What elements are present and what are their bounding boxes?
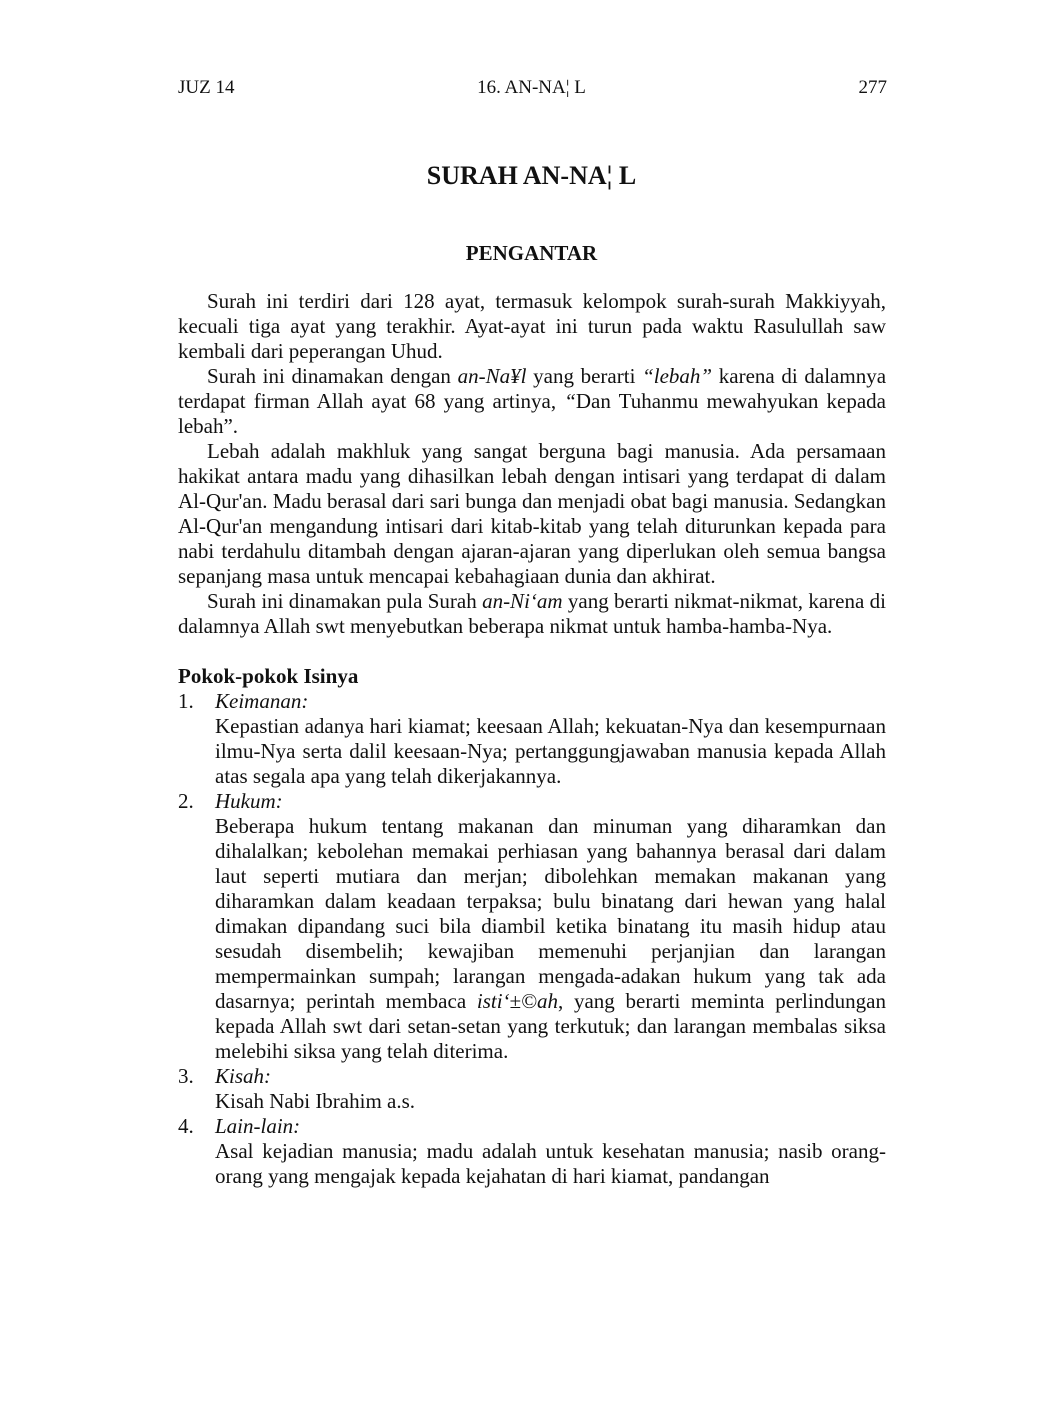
list-item-text xyxy=(215,814,886,1064)
term-lebah: “lebah” xyxy=(642,364,713,388)
term-istiazah: isti‘±©ah xyxy=(476,989,559,1013)
paragraph-2-part: yang berarti xyxy=(526,364,643,388)
paragraph-1: Surah ini terdiri dari 128 ayat, termasuk kelompok surah-surah Makkiyyah, kecuali tiga ayat yang terakhir. Ayat-ayat ini turun pada waktu Rasulullah saw kembali dari peperangan Uhud. xyxy=(178,289,886,363)
list-item-hukum xyxy=(178,789,886,1064)
open-quote: “ xyxy=(564,389,576,413)
list-item-label: Hukum: xyxy=(215,789,283,813)
list-item-text-part: Beberapa hukum tentang makanan dan minuman yang diharamkan dan dihalalkan; kebolehan memakai perhiasan yang bahannya berasal dari dalam laut seperti mutiara dan merjan; dibolehkan memakan makanan yang diharamkan dalam keadaan terpaksa; bulu binatang dari hewan yang halal dimakan dipandang suci bila diambil ketika binatang itu masih hidup atau sesudah disembelih; kewajiban memenuhi perjanjian dan larangan mempermainkan sumpah; larangan mengada-adakan hukum yang tak ada dasarnya; perintah membaca xyxy=(215,814,886,1013)
list-item-label: Kisah: xyxy=(215,1064,272,1088)
list-number: 1. xyxy=(178,689,194,713)
list-item-text-part: , yang berarti meminta perlindungan kepada Allah swt dari setan-setan yang terkutuk; dan larangan membalas siksa melebihi siksa yang telah diterima. xyxy=(215,989,887,1063)
list-item-text: Asal kejadian manusia; madu adalah untuk kesehatan manusia; nasib orang-orang yang mengajak kepada kejahatan di hari kiamat, pandangan xyxy=(215,1139,886,1188)
list-item-kisah xyxy=(178,1064,886,1114)
paragraph-2-part: karena di dalamnya terdapat firman Allah ayat 68 yang artinya, xyxy=(178,364,887,413)
list-item-keimanan xyxy=(178,689,886,789)
paragraph-2 xyxy=(178,364,886,439)
running-header-surah: 16. AN-NA¦ L xyxy=(477,77,586,98)
paragraph-4-part: yang berarti nikmat-nikmat, karena di dalamnya Allah swt menyebutkan beberapa nikmat untuk hamba-hamba-Nya. xyxy=(178,589,886,638)
list-number: 3. xyxy=(178,1064,194,1088)
body-text xyxy=(178,289,886,1189)
running-header-juz: JUZ 14 xyxy=(178,77,235,98)
list-item-label: Keimanan: xyxy=(215,689,309,713)
list-item-text: Kepastian adanya hari kiamat; keesaan Allah; kekuatan-Nya dan kesempurnaan ilmu-Nya serta dalil keesaan-Nya; pertanggungjawaban manusia kepada Allah atas segala apa yang telah dikerjakannya. xyxy=(215,714,886,788)
term-an-nahl: an-Na¥l xyxy=(457,364,527,388)
paragraph-4-part: Surah ini dinamakan pula Surah xyxy=(207,589,483,613)
list-number: 4. xyxy=(178,1114,194,1138)
list-item-label: Lain-lain: xyxy=(215,1114,301,1138)
paragraph-4 xyxy=(178,589,886,639)
paragraph-2-part: Surah ini dinamakan dengan xyxy=(207,364,458,388)
paragraph-2-part: Dan Tuhanmu mewahyukan kepada lebah”. xyxy=(178,389,886,438)
list-item-lain-lain xyxy=(178,1114,886,1189)
section-heading-pokok-isi: Pokok-pokok Isinya xyxy=(178,664,359,688)
surah-title: SURAH AN-NA¦ L xyxy=(426,161,637,190)
term-an-niam: an-Ni‘am xyxy=(482,589,563,613)
list-number: 2. xyxy=(178,789,194,813)
page-number: 277 xyxy=(858,77,887,98)
list-item-text: Kisah Nabi Ibrahim a.s. xyxy=(215,1089,416,1113)
paragraph-3: Lebah adalah makhluk yang sangat berguna bagi manusia. Ada persamaan hakikat antara madu yang dihasilkan lebah dengan intisari yang terdapat di dalam Al-Qur'an. Madu berasal dari sari bunga dan menjadi obat bagi manusia. Sedangkan Al-Qur'an mengandung intisari dari kitab-kitab yang telah diturunkan kepada para nabi terdahulu ditambah dengan ajaran-ajaran yang diperlukan oleh semua bangsa sepanjang masa untuk mencapai kebahagiaan dunia dan akhirat. xyxy=(178,439,886,588)
section-heading-pengantar: PENGANTAR xyxy=(465,241,598,265)
